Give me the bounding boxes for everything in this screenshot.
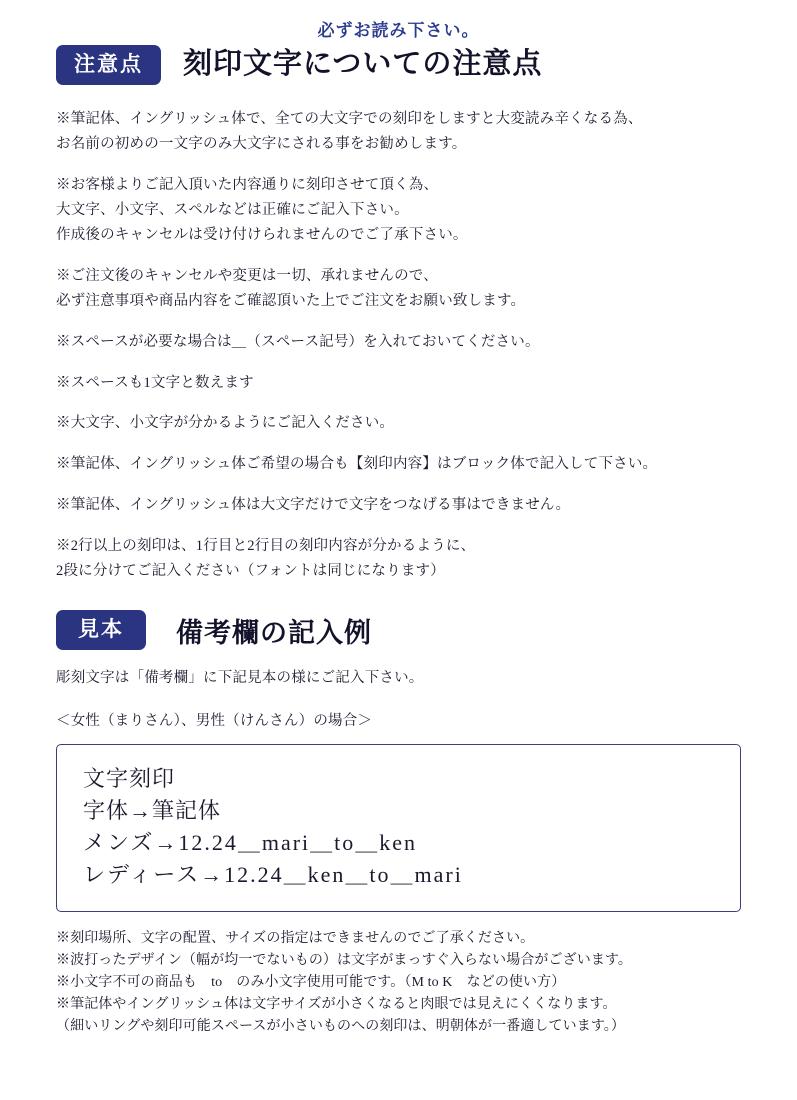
sample-case-text: ＜女性（まりさん）、男性（けんさん）の場合＞ [56,713,373,730]
sample-section-header [56,610,741,650]
must-read-label: 必ずお読み下さい。 [317,21,480,40]
note-line: 大文字、小文字、スペルなどは正確にご記入下さい。 [56,201,409,218]
sample-title: 備考欄の記入例 [176,617,372,648]
note-item [56,493,741,518]
footnote-item: ※筆記体やイングリッシュ体は文字サイズが小さくなると肉眼では見えにくくなります。 [56,997,617,1013]
note-line: ※筆記体、イングリッシュ体ご希望の場合も【刻印内容】はブロック体で記入して下さい。 [56,456,658,473]
note-line: ※お客様よりご記入頂いた内容通りに刻印させて頂く為、 [56,176,439,193]
note-line: ※筆記体、イングリッシュ体は大文字だけで文字をつなげる事はできません。 [56,497,571,514]
note-item [56,330,741,355]
sample-box-line: 文字刻印 [83,766,176,792]
sample-box-line: レディース→12.24＿ken＿to＿mari [83,861,463,887]
caution-badge: 注意点 [56,45,161,85]
note-item [56,534,741,584]
note-item [56,452,741,477]
note-item [56,411,741,436]
caution-section-header [56,45,741,85]
note-item [56,371,741,396]
note-item [56,264,741,314]
sample-box-line: 字体→筆記体 [83,798,222,824]
footnote-item: （細いリングや刻印可能スペースが小さいものへの刻印は、明朝体が一番適しています。） [56,1019,625,1035]
footnote-item: ※波打ったデザイン（幅が均一でないもの）は文字がまっすぐ入らない場合がございます。 [56,952,632,968]
sample-badge: 見本 [56,610,146,650]
caution-note-list [56,107,741,584]
sample-box-line: メンズ→12.24＿mari＿to＿ken [83,829,418,855]
footnote-list [56,928,741,1039]
sample-entry-box [56,744,741,912]
note-line: ※スペースも1文字と数えます [56,374,254,391]
note-line: ※筆記体、イングリッシュ体で、全ての大文字での刻印をしますと大変読み辛くなる為、 [56,111,643,127]
note-item [56,173,741,248]
note-line: ※大文字、小文字が分かるようにご記入ください。 [56,415,395,432]
note-line: ※ご注文後のキャンセルや変更は一切、承れませんので、 [56,267,438,284]
footnote-item: ※小文字不可の商品も to のみ小文字使用可能です。（M to K などの使い方） [56,974,566,990]
note-line: 作成後のキャンセルは受け付けられませんのでご了承下さい。 [56,226,468,243]
note-line: 必ず注意事項や商品内容をご確認頂いた上でご注文をお願い致します。 [56,292,526,309]
footnote-item: ※刻印場所、文字の配置、サイズの指定はできませんのでご了承ください。 [56,930,535,946]
note-line: 2段に分けてご記入ください（フォントは同じになります） [56,563,445,580]
note-line: ※2行以上の刻印は、1行目と2行目の刻印内容が分かるように、 [56,538,476,555]
note-item [56,107,741,157]
note-line: お名前の初めの一文字のみ大文字にされる事をお勧めします。 [56,135,467,152]
note-line: ※スペースが必要な場合は＿（スペース記号）を入れておいてください。 [56,333,540,350]
page-title: 刻印文字についての注意点 [183,48,543,81]
sample-lead-text: 彫刻文字は「備考欄」に下記見本の様にご記入下さい。 [56,670,424,687]
